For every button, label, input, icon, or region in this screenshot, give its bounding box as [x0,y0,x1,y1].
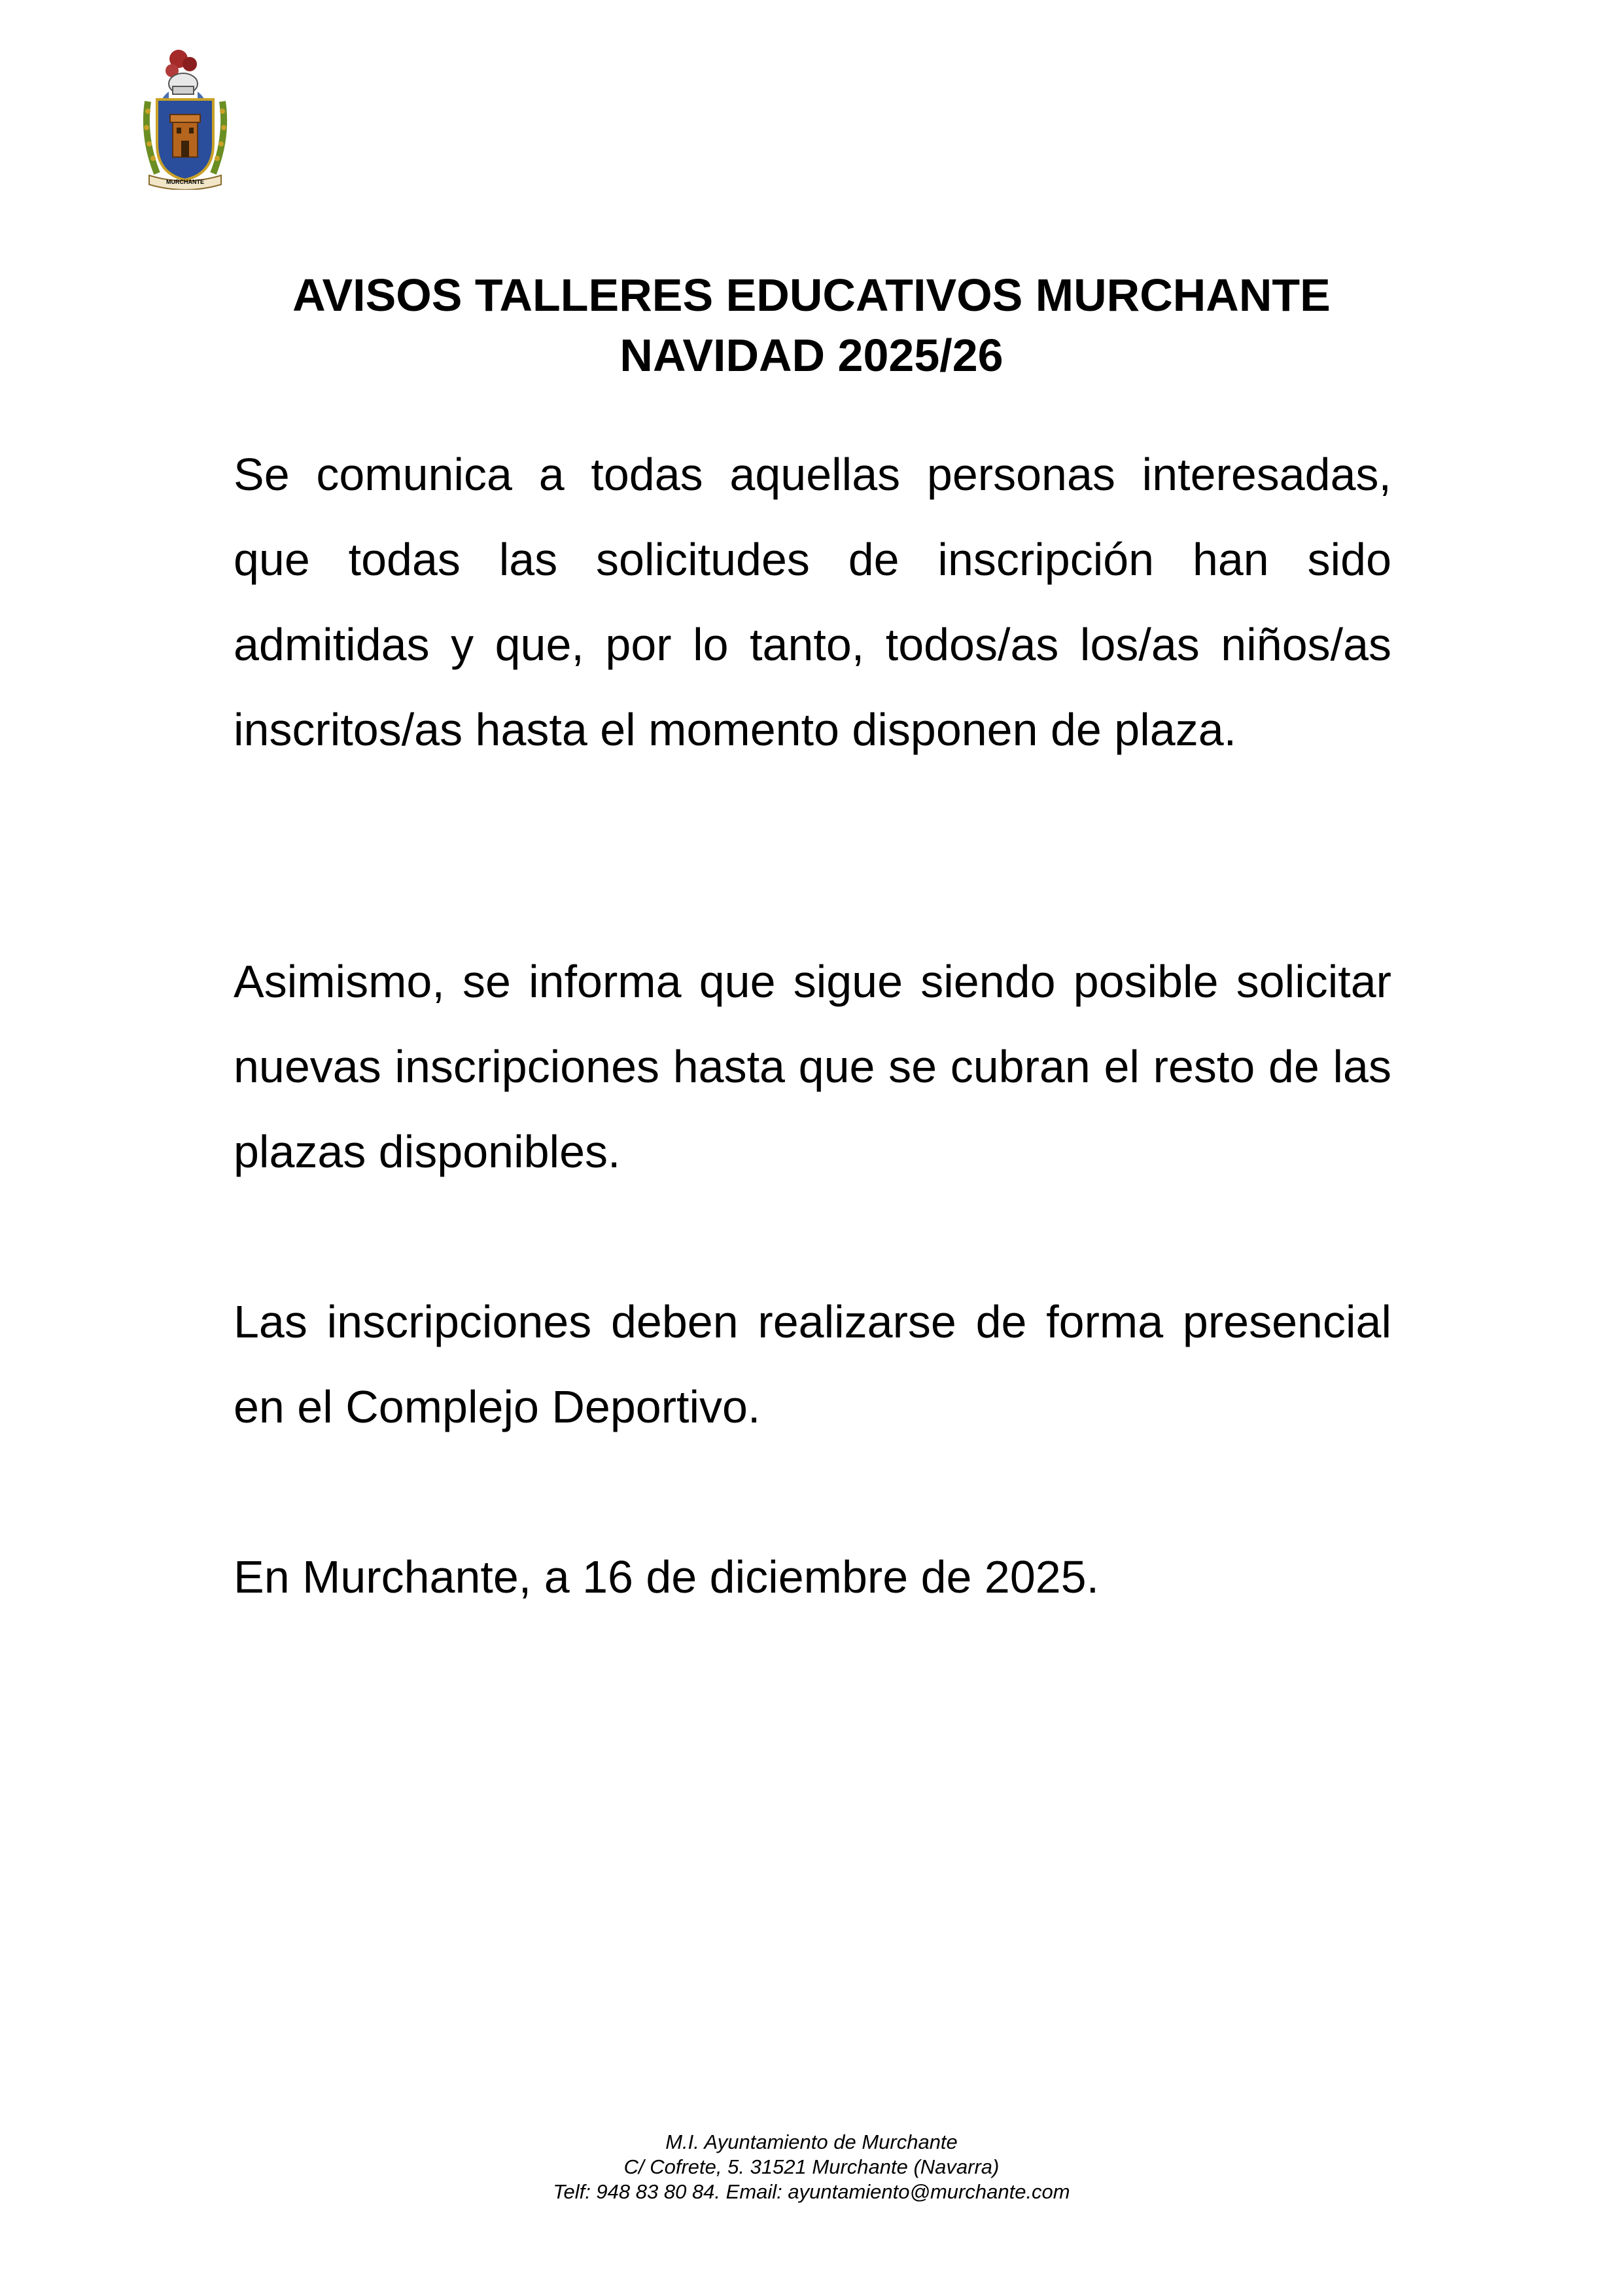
footer-address: C/ Cofrete, 5. 31521 Murchante (Navarra) [623,2155,1000,2178]
page-title [196,265,1427,385]
crest-banner-text: MURCHANTE [166,179,204,185]
notice-paragraph-3: Las inscripciones deben realizarse de forma presencial en el Complejo Deportivo. [234,1296,1391,1432]
closing-date-line: En Murchante, a 16 de diciembre de 2025. [234,1551,1100,1602]
title-line-1: AVISOS TALLERES EDUCATIVOS MURCHANTE [292,270,1331,321]
notice-paragraph-2: Asimismo, se informa que sigue siendo posible solicitar nuevas inscripciones hasta que se cubran el resto de las plazas disponibles. [234,956,1391,1177]
footer-phone-email: Telf: 948 83 80 84. Email: ayuntamiento@murchante.com [553,2180,1070,2203]
coat-of-arms-icon [143,46,228,190]
footer-contact [0,2130,1623,2204]
notice-paragraph-1: Se comunica a todas aquellas personas interesadas, que todas las solicitudes de inscripción han sido admitidas y que, por lo tanto, todos/as los/as niños/as inscritos/as hasta el momento disponen de plaza. [234,449,1391,755]
footer-organization: M.I. Ayuntamiento de Murchante [665,2130,958,2153]
title-line-2: NAVIDAD 2025/26 [620,330,1003,381]
